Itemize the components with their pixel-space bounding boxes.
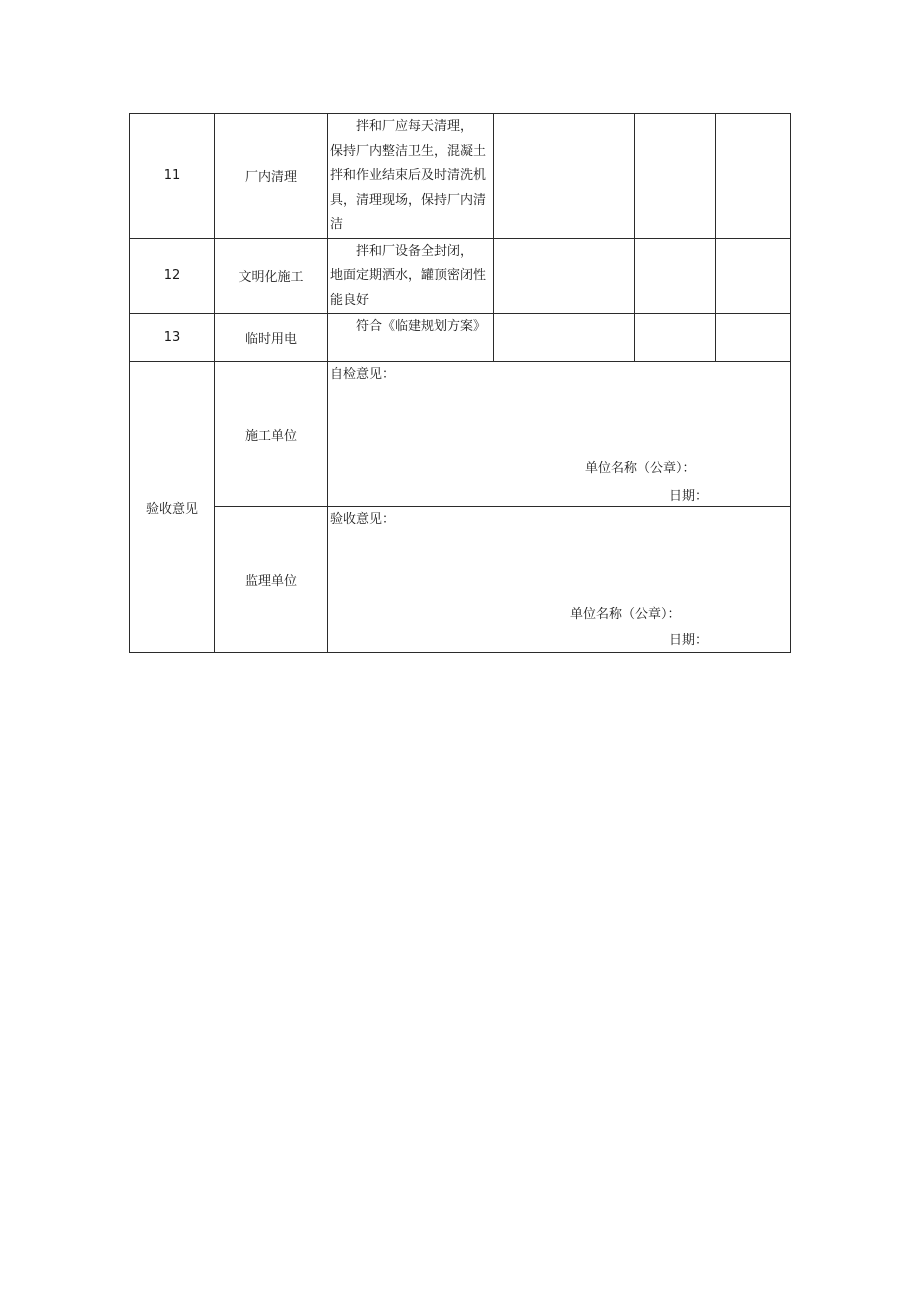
row-number: 11 [130, 114, 215, 239]
blank-cell [494, 314, 635, 362]
table-row [130, 362, 791, 507]
item-name: 文明化施工 [215, 238, 328, 314]
blank-cell [494, 238, 635, 314]
item-name: 临时用电 [215, 314, 328, 362]
blank-cell [494, 114, 635, 239]
requirement-first-line: 符合《临建规划方案》 [356, 319, 487, 334]
blank-cell [635, 314, 716, 362]
table-row [130, 507, 791, 653]
table-row [130, 314, 791, 362]
table-row [130, 238, 791, 314]
requirement-first-line: 拌和厂应每天清理， [356, 119, 474, 134]
table-row [130, 114, 791, 239]
requirement-cell [328, 114, 494, 239]
acceptance-opinion-label: 验收意见： [330, 512, 396, 527]
row-number: 12 [130, 238, 215, 314]
requirement-rest: 保持厂内整洁卫生，混凝土拌和作业结束后及时清洗机具，清理现场，保持厂内清洁 [330, 143, 487, 232]
requirement-rest: 地面定期洒水，罐顶密闭性能良好 [330, 268, 487, 308]
requirement-cell [328, 238, 494, 314]
self-check-opinion-label: 自检意见： [330, 367, 396, 382]
blank-cell [716, 114, 791, 239]
construction-unit-label: 施工单位 [215, 362, 328, 507]
construction-opinion-cell [328, 362, 791, 507]
item-name: 厂内清理 [215, 114, 328, 239]
supervision-date-label: 日期： [669, 633, 709, 648]
supervision-opinion-cell [328, 507, 791, 653]
construction-date-label: 日期： [669, 489, 709, 504]
requirement-first-line: 拌和厂设备全封闭， [356, 243, 474, 259]
supervision-unit-label: 监理单位 [215, 507, 328, 653]
supervision-org-label: 单位名称（公章）： [570, 607, 681, 622]
inspection-table [129, 113, 791, 653]
requirement-cell [328, 314, 494, 362]
blank-cell [716, 238, 791, 314]
row-number: 13 [130, 314, 215, 362]
blank-cell [635, 238, 716, 314]
acceptance-label: 验收意见 [130, 362, 215, 653]
blank-cell [635, 114, 716, 239]
construction-org-label: 单位名称（公章）： [585, 461, 696, 476]
blank-cell [716, 314, 791, 362]
